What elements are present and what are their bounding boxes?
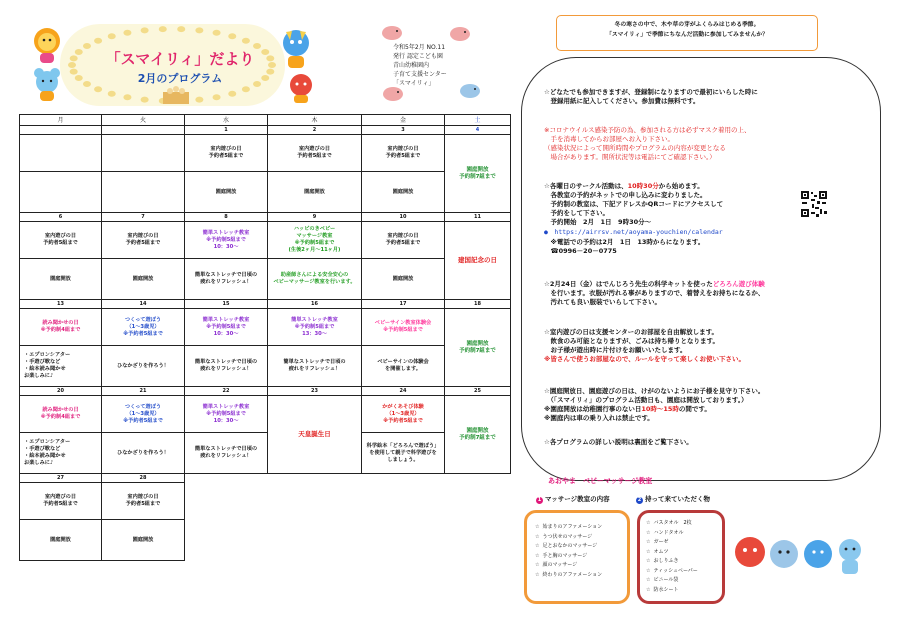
event-cell: かがくあそび体験 （1～3歳児） ※予約者5組まで [362, 396, 445, 433]
bean-dot [68, 62, 76, 68]
event-cell: ひなかざりを作ろう！ [102, 433, 185, 474]
date-cell: 10 [362, 213, 445, 222]
list-item: ☆ 足とおなかのマッサージ [535, 543, 598, 549]
date-cell: 27 [20, 474, 102, 483]
massage-content-heading [536, 494, 610, 504]
event-cell: 読み聞かせの日 ※予約制4組まで [20, 309, 102, 346]
date-cell: 16 [268, 300, 362, 309]
characters-illustration [730, 530, 870, 580]
info-details: ☆各プログラムの詳しい説明は裏面をご覧下さい。 [544, 438, 693, 446]
date-cell: 22 [185, 387, 268, 396]
list-item: ☆ 顔のマッサージ [535, 562, 578, 568]
page-title: 「スマイリィ」だより [105, 50, 255, 68]
info-science-text2: を行います。衣服が汚れる事がありますので、着替えをお持ちになるか、 汚れても良い服装でいらして下さい。 [550, 289, 765, 306]
issue-line: 令和5年2月 NO.11 [393, 44, 446, 51]
event-cell: 園庭開放 [20, 520, 102, 561]
oni-character-icon [278, 26, 314, 72]
info-yard-time: 10時～15時 [641, 405, 679, 413]
event-cell: 園庭開放 [268, 172, 362, 213]
bean-dot [195, 97, 203, 103]
bean-dot [75, 49, 83, 55]
weekday-mon: 月 [20, 115, 102, 126]
link-bullet-icon: ● [544, 228, 555, 236]
bean-dot [242, 86, 250, 92]
saturday-cell: 園庭開放 予約制7組まで [445, 396, 511, 474]
bean-dot [228, 91, 236, 97]
qr-code-icon[interactable] [800, 190, 828, 218]
event-cell: 簡単ストレッチ教室 ※予約制5組まで 10：30～ [185, 222, 268, 259]
event-cell: 室内遊びの日 予約者5組まで [362, 222, 445, 259]
info-room: ☆室内遊びの日は支援センターのお部屋を自由解放します。 飲食のみ可能となりますが、ごみは持ち帰りとなります。 お子様が遊出時に片付けをお願いいたします。 [544, 328, 719, 354]
saturday-cell: 園庭開放 予約制7組まで [445, 309, 511, 387]
event-cell: 室内遊びの日 予約者5組まで [268, 135, 362, 172]
bean-dot [261, 49, 269, 55]
weekday-sat: 土 [445, 115, 511, 126]
event-cell: 園庭開放 [185, 172, 268, 213]
bean-dot [108, 91, 116, 97]
info-covid: ※コロナウイルス感染予防の為、参加される方は必ずマスク着用の上、 手を消毒してからお部屋へお入り下さい。 （感染状況によって開所時間やプログラムの内容が変更となる 場合があります。開所状況等は電話にてご確認下さい。） [544, 126, 751, 161]
event-cell [20, 172, 102, 213]
event-cell: 読み聞かせの日 ※予約制4組まで [20, 396, 102, 433]
date-cell: 1 [185, 126, 268, 135]
bean-dot [70, 69, 78, 75]
event-cell: ハッピのきベビー マッサージ教室 ※予約制5組まで (生後2ヶ月～11ヶ月) [268, 222, 362, 259]
event-cell [102, 172, 185, 213]
lion-character-icon [30, 26, 64, 64]
bean-dot [177, 26, 185, 32]
date-cell: 28 [102, 474, 185, 483]
event-cell: 室内遊びの日 予約者5組まで [20, 483, 102, 520]
bean-box-icon [160, 84, 192, 106]
number-2-icon: 2 [637, 497, 642, 503]
bird-icon-2 [445, 22, 475, 44]
saturday-cell: 園庭開放 予約制7組まで [445, 135, 511, 213]
info-yard [544, 378, 854, 423]
bean-dot [94, 86, 102, 92]
massage-heading: あおやま ベビーマッサージ教室 [548, 477, 653, 485]
list-item: ☆ オムツ [646, 548, 669, 555]
info-panel [521, 57, 881, 481]
date-cell: 21 [102, 387, 185, 396]
list-item: ☆ 防水シート [646, 586, 679, 593]
info-yard-text: ☆園庭開放日、園庭遊びの日は、けがのないようにお子様を見守り下さい。 （「スマイリィ」のプログラム活動日も、園庭は開放しております。） ※園庭開放は幼稚園行事のない日 [544, 387, 765, 413]
bean-dot [75, 75, 83, 81]
bean-dot [213, 30, 221, 36]
event-cell: 簡単なストレッチで日頃の 疲れをリフレッシュ！ [268, 346, 362, 387]
event-cell: つくって遊ぼう （1～3歳児） ※予約者5組まで [102, 309, 185, 346]
bear-character-icon [30, 66, 64, 102]
info-circle-time: 10時30分 [627, 182, 659, 190]
info-circle-text: ☆各曜日のサークル活動は、 [544, 182, 628, 190]
bean-dot [268, 62, 276, 68]
bean-dot [108, 33, 116, 39]
red-oni-character-icon [286, 72, 316, 104]
date-cell: 3 [362, 126, 445, 135]
bean-dot [94, 38, 102, 44]
date-cell: 14 [102, 300, 185, 309]
holiday-cell: 天皇誕生日 [268, 396, 362, 474]
bean-dot [123, 94, 131, 100]
list-item: ☆ うつ伏せのマッサージ [535, 533, 593, 540]
date-cell: 9 [268, 213, 362, 222]
info-reservation: 各教室の予約がネットでの申し込みに変わりました。 予約制の教室は、下記アドレスかQRコードにアクセスして 予約をして下さい。 予約開始 2月 1日 9時30分～ [550, 191, 724, 226]
event-cell: 園庭開放 [362, 172, 445, 213]
bring-items-heading [636, 494, 710, 504]
event-cell: ベビーサイン教室体験会 ※予約制5組まで [362, 309, 445, 346]
list-item: ☆ ガーゼ [646, 539, 669, 545]
info-registration: ☆どなたでも参加できますが、登録制になりますので最初にいらした時に 登録用紙に記入してください。参加費は無料です。 [544, 88, 758, 105]
info-room-rule: ※皆さんで使うお部屋なので、ルールを守って楽しくお使い下さい。 [544, 355, 746, 363]
date-cell: 8 [185, 213, 268, 222]
event-cell: つくって遊ぼう （1～3歳児） ※予約者5組まで [102, 396, 185, 433]
date-cell: 25 [445, 387, 511, 396]
event-cell: ・エプロンシアター ・手遊び歌など ・絵本読み聞かせ お楽しみに♪ [20, 433, 102, 474]
event-cell: 簡単なストレッチで日頃の 疲れをリフレッシュ！ [185, 259, 268, 300]
info-phone: ※電話での予約は2月 1日 13時からになります。 ☎0996－20－0775 [550, 238, 705, 255]
weekday-fri: 金 [362, 115, 445, 126]
date-cell: 11 [445, 213, 511, 222]
list-item: ☆ 終わりのアファメーション [535, 571, 603, 578]
date-cell [102, 126, 185, 135]
list-item: ☆ ビニール袋 [646, 577, 679, 583]
issue-line: 青山幼稚園内 [393, 62, 430, 69]
date-cell: 17 [362, 300, 445, 309]
event-cell: 室内遊びの日 予約者5組まで [20, 222, 102, 259]
calendar-table [19, 114, 511, 561]
date-cell: 13 [20, 300, 102, 309]
date-cell: 18 [445, 300, 511, 309]
event-cell: 簡単ストレッチ教室 ※予約制5組まで 13：30～ [268, 309, 362, 346]
bird-icon [378, 22, 408, 42]
event-cell: 簡単なストレッチで日頃の 疲れをリフレッシュ！ [185, 346, 268, 387]
bean-dot [213, 94, 221, 100]
info-science-highlight: どろろん遊び体験 [712, 280, 765, 288]
event-cell: 簡単ストレッチ教室 ※予約制5組まで 10：30～ [185, 309, 268, 346]
intro-banner: 冬の寒さの中で、木や草の芽がふくらみはじめる季節。 「スマイリィ」で季節にちなんだ活動に参加してみませんか？ [556, 15, 818, 51]
reservation-link[interactable] [544, 228, 854, 237]
event-cell: 室内遊びの日 予約者5組まで [102, 222, 185, 259]
massage-content-label: マッサージ教室の内容 [545, 495, 610, 503]
date-cell: 6 [20, 213, 102, 222]
info-circle-text2: から始めます。 [658, 182, 704, 190]
event-cell: ベビーサインの体験会 を開催します。 [362, 346, 445, 387]
issue-line: 子育て支援センター [393, 71, 447, 78]
event-cell: 園庭開放 [102, 259, 185, 300]
bean-dot [195, 27, 203, 33]
event-cell: 室内遊びの日 予約者5組まで [362, 135, 445, 172]
bean-dot [141, 97, 149, 103]
event-cell: 科学絵本「どろろんで遊ぼう」 を使用して親子で科学遊びを しましょう。 [362, 433, 445, 474]
event-cell [102, 135, 185, 172]
date-cell: 7 [102, 213, 185, 222]
date-cell: 2 [268, 126, 362, 135]
info-science [544, 280, 854, 307]
bean-dot [266, 69, 274, 75]
page-subtitle: 2月のプログラム [137, 72, 223, 85]
bring-items-label: 持って来ていただく物 [645, 495, 710, 503]
bean-dot [83, 43, 91, 49]
number-1-icon: 1 [537, 497, 542, 503]
event-cell [20, 135, 102, 172]
list-item: ☆ バスタオル 2枚 [646, 520, 692, 526]
reservation-url[interactable]: https://airrsv.net/aoyama-youchien/calendar [554, 228, 723, 236]
bean-dot [261, 75, 269, 81]
bean-dot [83, 81, 91, 87]
event-cell: 助産師さんによる安全安心の ベビーマッサージ教室を行います。 [268, 259, 362, 300]
bean-dot [266, 55, 274, 61]
bean-dot [228, 33, 236, 39]
holiday-cell: 建国記念の日 [445, 222, 511, 300]
date-cell: 24 [362, 387, 445, 396]
bean-dot [242, 38, 250, 44]
weekday-wed: 水 [185, 115, 268, 126]
event-cell: ひなかざりを作ろう！ [102, 346, 185, 387]
info-yard-text2: の間です。 ※園庭内は車の乗り入れは禁止です。 [544, 405, 711, 422]
bean-dot [159, 26, 167, 32]
weekday-thu: 木 [268, 115, 362, 126]
list-item: ☆ 手と胸のマッサージ [535, 552, 588, 559]
event-cell: 園庭開放 [20, 259, 102, 300]
event-cell: 室内遊びの日 予約者5組まで [102, 483, 185, 520]
event-cell: 園庭開放 [102, 520, 185, 561]
event-cell: 簡単なストレッチで日頃の 疲れをリフレッシュ！ [185, 433, 268, 474]
bean-dot [123, 30, 131, 36]
event-cell: 室内遊びの日 予約者5組まで [185, 135, 268, 172]
date-cell: 4 [445, 126, 511, 135]
event-cell: 園庭開放 [362, 259, 445, 300]
info-science-text: ☆2月24日（金）はでんじろう先生の科学キットを使った [544, 280, 713, 288]
list-item: ☆ ハンドタオル [646, 529, 684, 536]
bean-dot [70, 55, 78, 61]
bird-icon-4 [455, 78, 485, 102]
event-cell: ・エプロンシアター ・手遊び歌など ・絵本読み聞かせ お楽しみに♪ [20, 346, 102, 387]
list-item: ☆ ティッシュペーパー [646, 567, 698, 574]
bean-dot [141, 27, 149, 33]
issue-line: 「スマイリィ」 [393, 80, 435, 87]
list-item: ☆ おしりふき [646, 558, 679, 564]
massage-content-box [524, 510, 630, 604]
list-item: ☆ 始まりのアファメーション [535, 524, 603, 530]
issue-line: 発行 認定こども園 [393, 53, 443, 60]
date-cell [20, 126, 102, 135]
date-cell: 15 [185, 300, 268, 309]
date-cell: 20 [20, 387, 102, 396]
bring-items-box [637, 510, 725, 604]
event-cell: 簡単ストレッチ教室 ※予約制5組まで 10：30～ [185, 396, 268, 433]
issue-info [393, 43, 447, 88]
weekday-tue: 火 [102, 115, 185, 126]
date-cell: 23 [268, 387, 362, 396]
